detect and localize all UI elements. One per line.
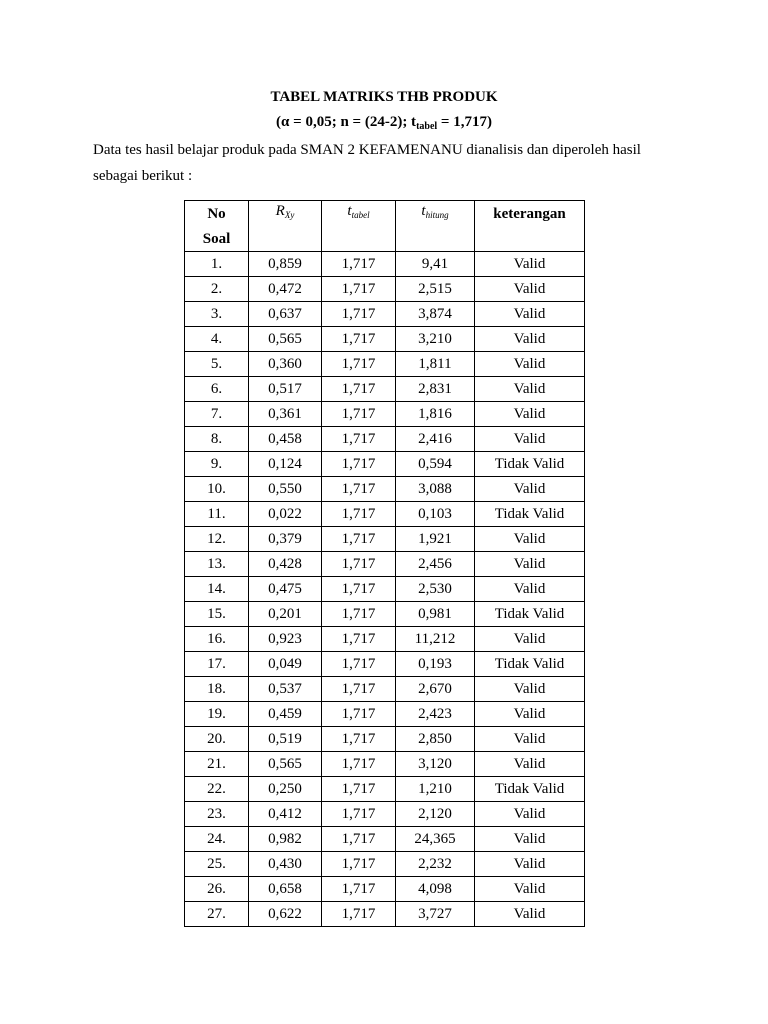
cell-thitung: 3,874 [396, 302, 475, 327]
cell-rxy: 0,201 [249, 602, 322, 627]
cell-rxy: 0,565 [249, 752, 322, 777]
cell-ttabel: 1,717 [322, 577, 396, 602]
header-rxy-main: R [275, 203, 285, 219]
cell-no: 22. [185, 777, 249, 802]
cell-ttabel: 1,717 [322, 827, 396, 852]
cell-rxy: 0,517 [249, 377, 322, 402]
cell-rxy: 0,250 [249, 777, 322, 802]
subtitle-suffix: = 1,717) [437, 114, 492, 130]
cell-keterangan: Tidak Valid [475, 777, 585, 802]
cell-no: 26. [185, 877, 249, 902]
cell-keterangan: Valid [475, 702, 585, 727]
subtitle-prefix: (α = 0,05; n = (24-2); t [276, 114, 417, 130]
cell-thitung: 24,365 [396, 827, 475, 852]
cell-thitung: 1,210 [396, 777, 475, 802]
cell-rxy: 0,361 [249, 402, 322, 427]
cell-keterangan: Tidak Valid [475, 502, 585, 527]
cell-ttabel: 1,717 [322, 752, 396, 777]
cell-no: 2. [185, 277, 249, 302]
validity-matrix-table [184, 200, 585, 927]
cell-keterangan: Valid [475, 477, 585, 502]
subtitle-subscript: tabel [416, 121, 438, 132]
cell-no: 20. [185, 727, 249, 752]
cell-ttabel: 1,717 [322, 652, 396, 677]
cell-no: 18. [185, 677, 249, 702]
table-row [185, 377, 585, 402]
cell-no: 4. [185, 327, 249, 352]
cell-thitung: 2,850 [396, 727, 475, 752]
intro-paragraph: Data tes hasil belajar produk pada SMAN 2 KEFAMENANU dianalisis dan diperoleh hasil sebagai berikut : [93, 142, 641, 184]
cell-keterangan: Valid [475, 427, 585, 452]
header-no-line2: Soal [202, 231, 231, 247]
cell-no: 13. [185, 552, 249, 577]
cell-thitung: 3,727 [396, 902, 475, 927]
cell-keterangan: Valid [475, 527, 585, 552]
cell-keterangan: Valid [475, 552, 585, 577]
cell-thitung: 2,120 [396, 802, 475, 827]
cell-thitung: 3,210 [396, 327, 475, 352]
cell-ttabel: 1,717 [322, 427, 396, 452]
cell-keterangan: Valid [475, 327, 585, 352]
cell-rxy: 0,379 [249, 527, 322, 552]
table-row [185, 302, 585, 327]
table-row [185, 827, 585, 852]
cell-thitung: 1,921 [396, 527, 475, 552]
cell-ttabel: 1,717 [322, 777, 396, 802]
table-row [185, 802, 585, 827]
cell-rxy: 0,458 [249, 427, 322, 452]
cell-thitung: 2,515 [396, 277, 475, 302]
cell-thitung: 0,594 [396, 452, 475, 477]
header-keterangan: keterangan [475, 201, 585, 252]
cell-no: 8. [185, 427, 249, 452]
cell-thitung: 2,416 [396, 427, 475, 452]
table-row [185, 477, 585, 502]
cell-rxy: 0,637 [249, 302, 322, 327]
table-row [185, 527, 585, 552]
cell-rxy: 0,519 [249, 727, 322, 752]
table-row [185, 327, 585, 352]
cell-ttabel: 1,717 [322, 852, 396, 877]
table-row [185, 552, 585, 577]
header-rxy-sub: Xy [284, 210, 295, 220]
header-ttabel-sub: tabel [351, 210, 370, 220]
cell-ttabel: 1,717 [322, 277, 396, 302]
cell-no: 15. [185, 602, 249, 627]
cell-no: 21. [185, 752, 249, 777]
cell-rxy: 0,982 [249, 827, 322, 852]
table-row [185, 727, 585, 752]
cell-ttabel: 1,717 [322, 552, 396, 577]
cell-ttabel: 1,717 [322, 877, 396, 902]
cell-rxy: 0,859 [249, 252, 322, 277]
cell-keterangan: Tidak Valid [475, 652, 585, 677]
table-row [185, 352, 585, 377]
table-row [185, 752, 585, 777]
cell-ttabel: 1,717 [322, 252, 396, 277]
cell-no: 23. [185, 802, 249, 827]
cell-thitung: 3,120 [396, 752, 475, 777]
cell-keterangan: Valid [475, 752, 585, 777]
cell-rxy: 0,124 [249, 452, 322, 477]
cell-ttabel: 1,717 [322, 702, 396, 727]
cell-keterangan: Valid [475, 252, 585, 277]
cell-keterangan: Valid [475, 727, 585, 752]
cell-rxy: 0,360 [249, 352, 322, 377]
cell-keterangan: Tidak Valid [475, 452, 585, 477]
header-no-soal [185, 201, 249, 252]
cell-ttabel: 1,717 [322, 352, 396, 377]
cell-no: 10. [185, 477, 249, 502]
table-row [185, 777, 585, 802]
cell-ttabel: 1,717 [322, 902, 396, 927]
cell-keterangan: Valid [475, 352, 585, 377]
cell-keterangan: Valid [475, 377, 585, 402]
cell-thitung: 2,423 [396, 702, 475, 727]
cell-thitung: 0,103 [396, 502, 475, 527]
cell-rxy: 0,565 [249, 327, 322, 352]
cell-thitung: 2,232 [396, 852, 475, 877]
cell-ttabel: 1,717 [322, 677, 396, 702]
cell-keterangan: Valid [475, 827, 585, 852]
header-rxy [249, 201, 322, 252]
cell-keterangan: Valid [475, 302, 585, 327]
cell-no: 9. [185, 452, 249, 477]
cell-thitung: 11,212 [396, 627, 475, 652]
cell-no: 1. [185, 252, 249, 277]
cell-ttabel: 1,717 [322, 802, 396, 827]
cell-ttabel: 1,717 [322, 477, 396, 502]
cell-ttabel: 1,717 [322, 302, 396, 327]
header-ttabel [322, 201, 396, 252]
cell-no: 7. [185, 402, 249, 427]
table-row [185, 577, 585, 602]
cell-rxy: 0,550 [249, 477, 322, 502]
cell-thitung: 9,41 [396, 252, 475, 277]
cell-rxy: 0,022 [249, 502, 322, 527]
cell-keterangan: Valid [475, 877, 585, 902]
cell-keterangan: Tidak Valid [475, 602, 585, 627]
cell-rxy: 0,459 [249, 702, 322, 727]
cell-thitung: 0,193 [396, 652, 475, 677]
cell-keterangan: Valid [475, 852, 585, 877]
cell-ttabel: 1,717 [322, 452, 396, 477]
cell-no: 6. [185, 377, 249, 402]
cell-rxy: 0,049 [249, 652, 322, 677]
table-row [185, 702, 585, 727]
table-row [185, 627, 585, 652]
cell-thitung: 3,088 [396, 477, 475, 502]
table-row [185, 877, 585, 902]
header-thitung [396, 201, 475, 252]
table-row [185, 852, 585, 877]
cell-ttabel: 1,717 [322, 377, 396, 402]
cell-thitung: 2,530 [396, 577, 475, 602]
cell-ttabel: 1,717 [322, 527, 396, 552]
cell-ttabel: 1,717 [322, 602, 396, 627]
cell-no: 19. [185, 702, 249, 727]
cell-keterangan: Valid [475, 902, 585, 927]
cell-keterangan: Valid [475, 677, 585, 702]
cell-no: 14. [185, 577, 249, 602]
cell-thitung: 2,456 [396, 552, 475, 577]
table-row [185, 502, 585, 527]
cell-no: 11. [185, 502, 249, 527]
cell-thitung: 2,670 [396, 677, 475, 702]
cell-keterangan: Valid [475, 277, 585, 302]
cell-rxy: 0,537 [249, 677, 322, 702]
cell-rxy: 0,622 [249, 902, 322, 927]
cell-no: 27. [185, 902, 249, 927]
table-row [185, 452, 585, 477]
header-no-line1: No [207, 206, 226, 222]
table-row [185, 677, 585, 702]
cell-rxy: 0,430 [249, 852, 322, 877]
cell-no: 16. [185, 627, 249, 652]
page-title: TABEL MATRIKS THB PRODUK [270, 89, 498, 105]
cell-thitung: 1,816 [396, 402, 475, 427]
cell-keterangan: Valid [475, 627, 585, 652]
table-row [185, 252, 585, 277]
cell-rxy: 0,428 [249, 552, 322, 577]
cell-ttabel: 1,717 [322, 727, 396, 752]
cell-ttabel: 1,717 [322, 627, 396, 652]
cell-thitung: 2,831 [396, 377, 475, 402]
table-row [185, 277, 585, 302]
cell-no: 25. [185, 852, 249, 877]
cell-rxy: 0,472 [249, 277, 322, 302]
table-body [185, 252, 585, 927]
cell-no: 5. [185, 352, 249, 377]
cell-rxy: 0,658 [249, 877, 322, 902]
cell-thitung: 4,098 [396, 877, 475, 902]
cell-keterangan: Valid [475, 402, 585, 427]
header-thitung-main: t [421, 203, 426, 219]
cell-no: 3. [185, 302, 249, 327]
cell-ttabel: 1,717 [322, 502, 396, 527]
cell-keterangan: Valid [475, 802, 585, 827]
header-ttabel-main: t [347, 203, 352, 219]
table-row [185, 427, 585, 452]
cell-ttabel: 1,717 [322, 327, 396, 352]
cell-no: 24. [185, 827, 249, 852]
table-header-row [185, 201, 585, 252]
cell-rxy: 0,412 [249, 802, 322, 827]
cell-thitung: 1,811 [396, 352, 475, 377]
table-row [185, 402, 585, 427]
cell-ttabel: 1,717 [322, 402, 396, 427]
table-row [185, 652, 585, 677]
table-row [185, 602, 585, 627]
header-thitung-sub: hitung [425, 210, 449, 220]
table-row [185, 902, 585, 927]
cell-rxy: 0,923 [249, 627, 322, 652]
cell-no: 17. [185, 652, 249, 677]
cell-rxy: 0,475 [249, 577, 322, 602]
cell-keterangan: Valid [475, 577, 585, 602]
cell-thitung: 0,981 [396, 602, 475, 627]
cell-no: 12. [185, 527, 249, 552]
page-subtitle [0, 113, 768, 131]
